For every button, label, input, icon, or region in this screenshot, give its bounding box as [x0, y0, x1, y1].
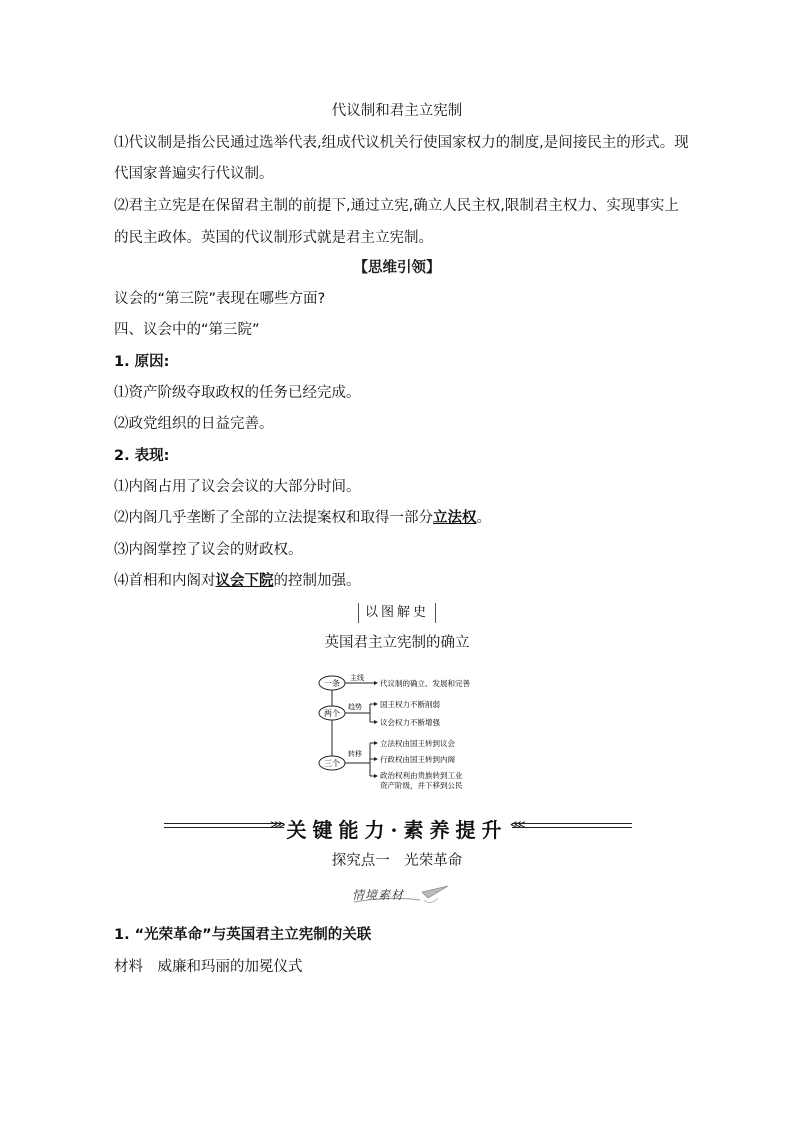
image-history-tag: 以图解史	[358, 603, 436, 623]
item-shift-1: 立法权由国王转到议会	[380, 739, 455, 748]
paragraph-1-line-2: 代国家普遍实行代议制。	[114, 166, 274, 182]
node-one: 一条	[324, 679, 340, 688]
performance-item-2-end: 。	[476, 510, 491, 526]
cause-item-1: ⑴资产阶级夺取政权的任务已经完成。	[114, 385, 361, 401]
section-title: 代议制和君主立宪制	[331, 103, 463, 119]
diagram-title: 英国君主立宪制的确立	[324, 635, 470, 651]
item-main: 代议制的确立、发展和完善	[380, 679, 470, 688]
cause-heading: 1. 原因:	[114, 354, 170, 370]
paragraph-2-line-2: 的民主政体。英国的代议制形式就是君主立宪制。	[114, 230, 433, 246]
question-text: 议会的“第三院”表现在哪些方面?	[114, 291, 326, 307]
performance-item-2-text: ⑵内阁几乎垄断了全部的立法提案权和取得一部分	[114, 510, 433, 526]
arrow-icon	[374, 681, 378, 685]
label-trend: 趋势	[348, 703, 362, 711]
performance-item-4-end: 的控制加强。	[273, 573, 361, 589]
node-three: 三个	[324, 759, 340, 768]
banner-title: 关键能力·素养提升	[286, 818, 508, 842]
item-shift-2: 行政权由国王转到内阁	[380, 755, 455, 764]
performance-heading: 2. 表现:	[114, 448, 170, 464]
image-history-tag-wrap	[0, 602, 794, 623]
banner-line-right-bottom	[512, 827, 632, 828]
section-heading-4: 四、议会中的“第三院”	[114, 322, 260, 338]
material-tag: 情境素材	[352, 888, 405, 902]
performance-item-1: ⑴内阁占用了议会会议的大部分时间。	[114, 479, 361, 495]
arrow-icon	[374, 757, 378, 761]
explore-point-title: 探究点一 光荣革命	[331, 853, 463, 869]
node-two: 两个	[324, 709, 340, 718]
banner-line-right-top	[512, 823, 632, 824]
item-trend-1: 国王权力不断削弱	[380, 700, 440, 709]
key-term-legislative-power: 立法权	[433, 510, 477, 526]
arrow-icon	[374, 702, 378, 706]
label-shift: 转移	[348, 750, 362, 758]
pen-icon	[422, 886, 448, 898]
material-line: 材料 威廉和玛丽的加冕仪式	[114, 959, 303, 975]
arrow-icon	[374, 774, 378, 778]
banner-ornament-right-icon: ⋘	[510, 818, 526, 831]
arrow-icon	[374, 741, 378, 745]
paragraph-2-line-1: ⑵君主立宪是在保留君主制的前提下,通过立宪,确立人民主权,限制君主权力、实现事实上	[114, 198, 679, 214]
item-shift-3b: 资产阶级，并下移到公民	[380, 781, 463, 790]
cause-item-2: ⑵政党组织的日益完善。	[114, 416, 274, 432]
item-shift-3a: 政治权利由贵族转到工业	[380, 771, 463, 780]
performance-item-2	[114, 508, 491, 528]
question-1-heading: 1. “光荣革命”与英国君主立宪制的关联	[114, 927, 372, 943]
key-term-house-of-commons: 议会下院	[215, 573, 274, 589]
material-tag-wrap	[350, 884, 450, 908]
performance-item-3: ⑶内阁掌控了议会的财政权。	[114, 542, 303, 558]
paragraph-1-line-1: ⑴代议制是指公民通过选举代表,组成代议机关行使国家权力的制度,是间接民主的形式。现	[114, 135, 689, 151]
concept-diagram	[300, 666, 500, 796]
banner-ornament-left-icon: ⋙	[270, 818, 286, 831]
arrow-icon	[374, 720, 378, 724]
label-main: 主线	[350, 674, 364, 682]
performance-item-4	[114, 571, 361, 591]
performance-item-4-text: ⑷首相和内阁对	[114, 573, 216, 589]
item-trend-2: 议会权力不断增强	[380, 718, 440, 727]
thinking-guide-tag: 【思维引领】	[353, 260, 441, 276]
